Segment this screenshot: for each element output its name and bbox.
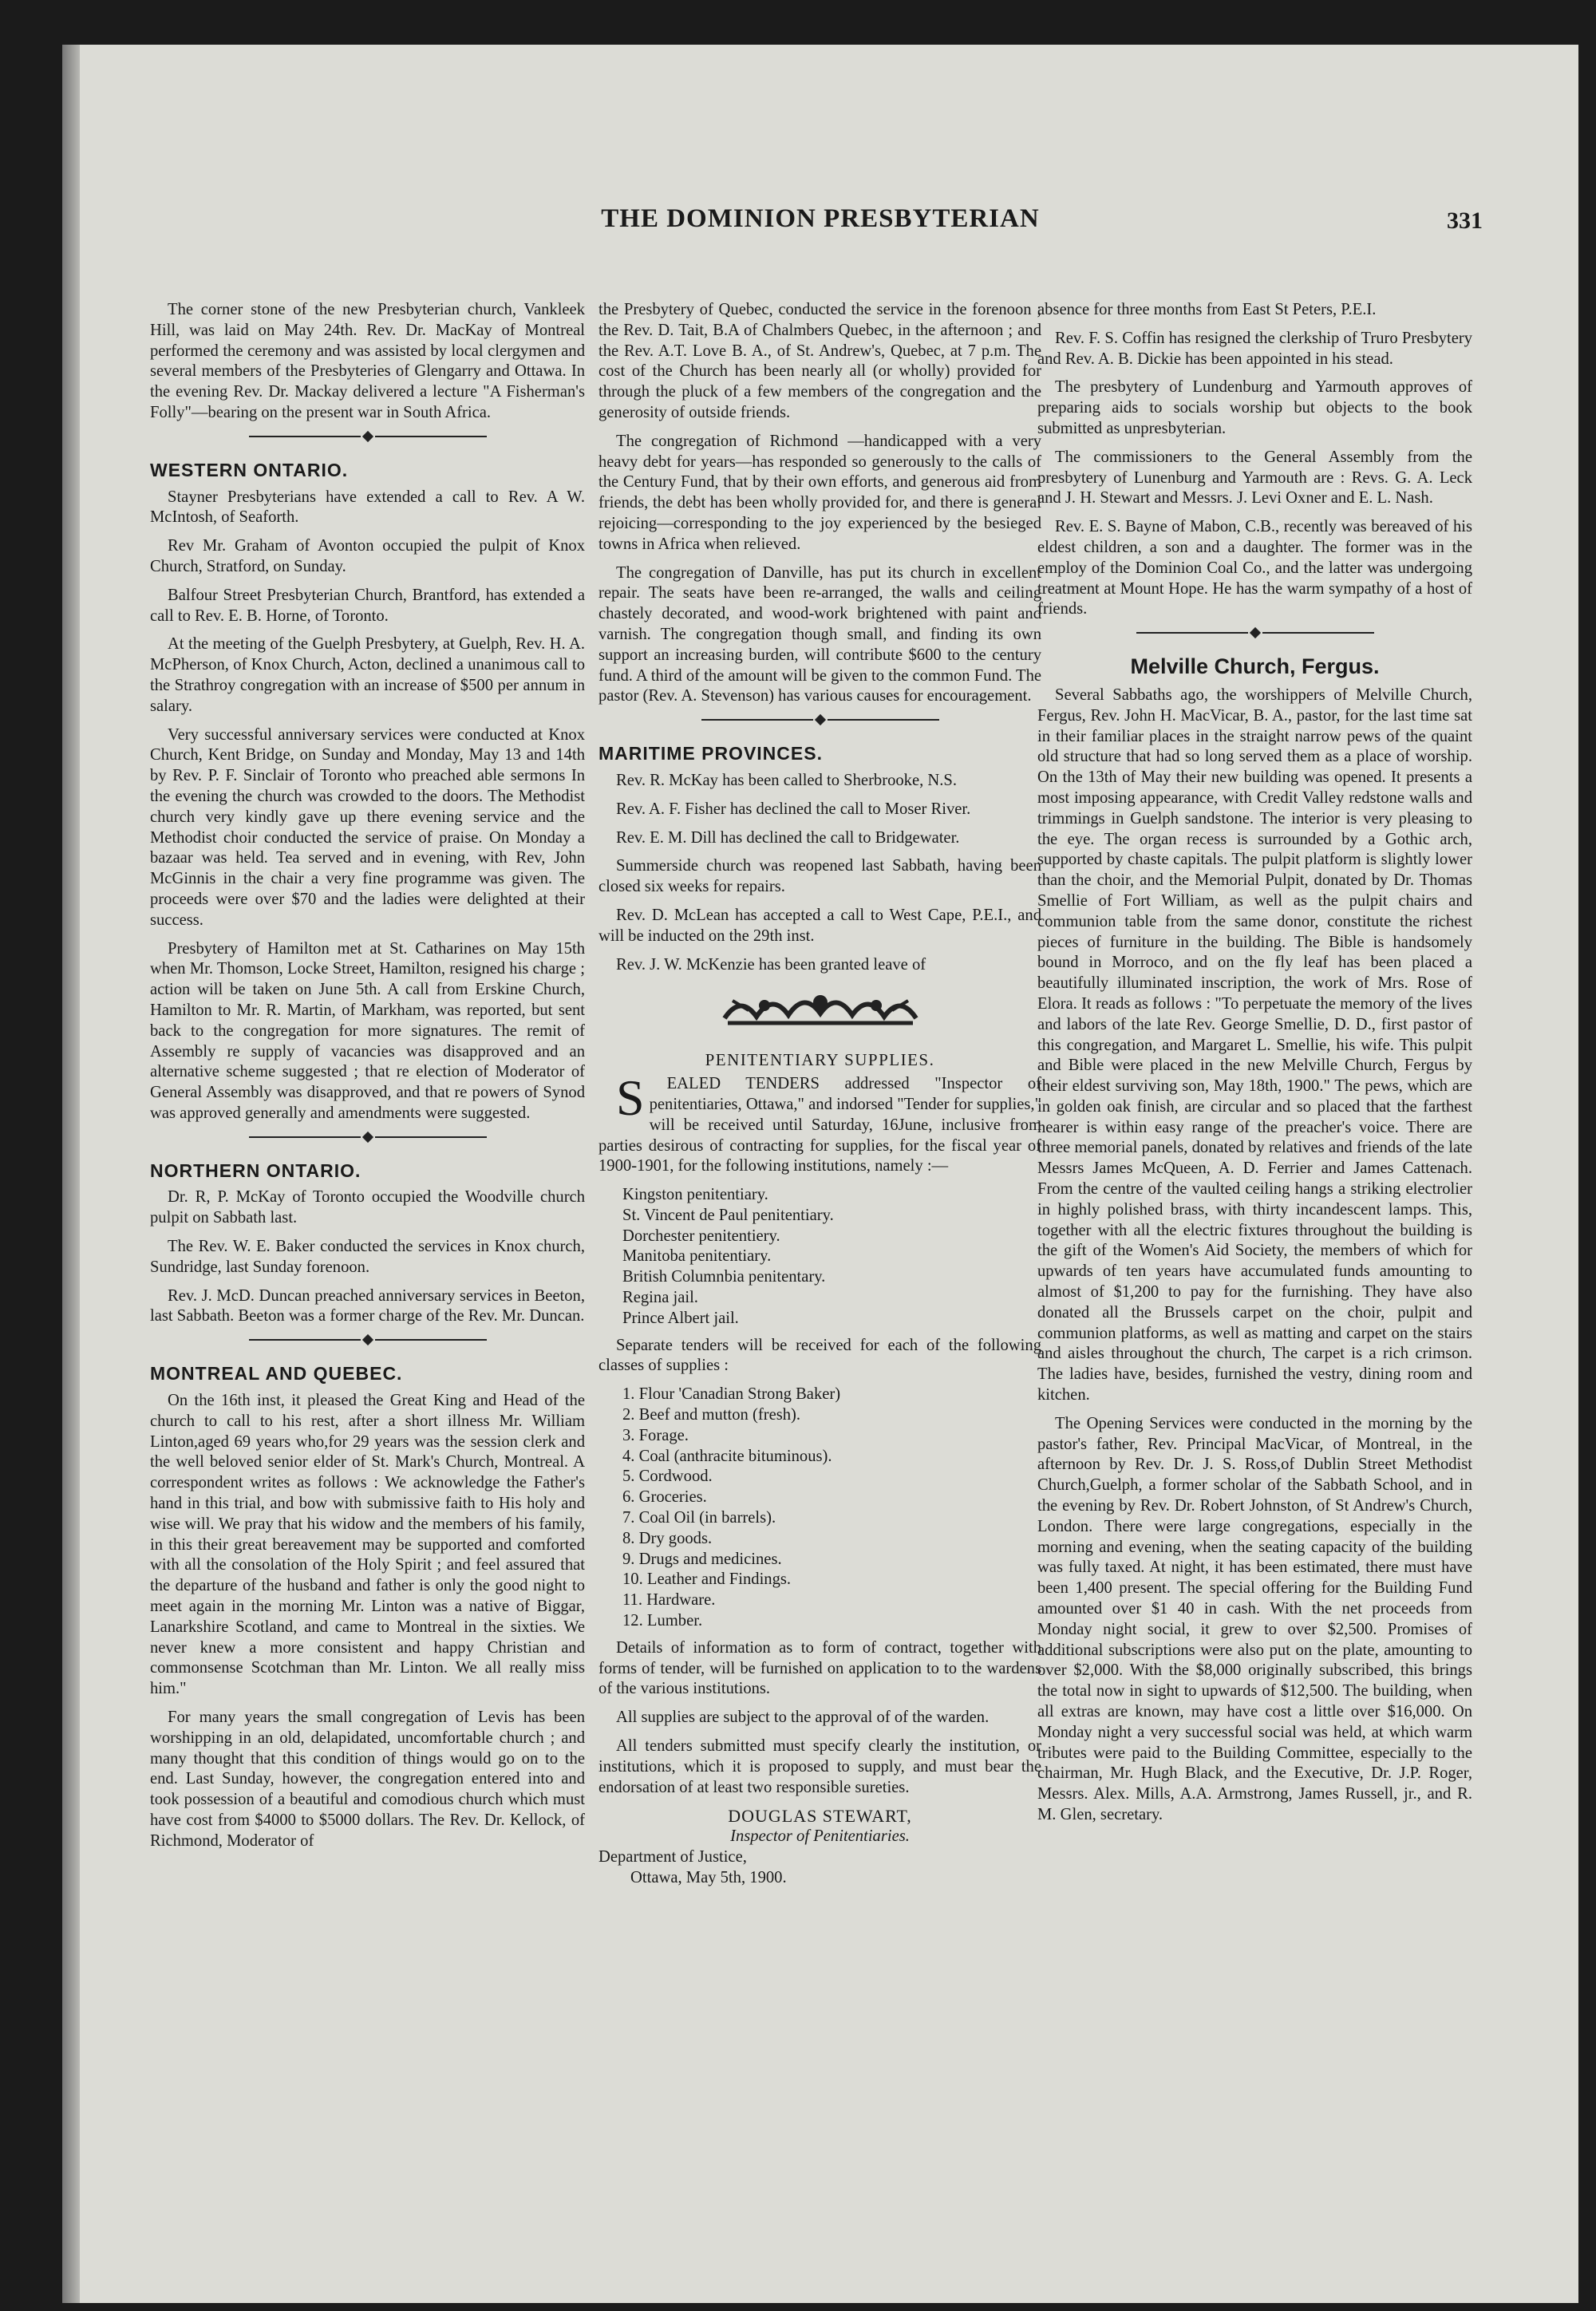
list-item: 7. Coal Oil (in barrels).	[622, 1509, 776, 1527]
drop-cap: S	[616, 1069, 645, 1127]
paragraph: Very successful anniversary services were conducted at Knox Church, Kent Bridge, on Sunday and Monday, May 13 and 14th by Rev. P. F. Sinclair of Toronto who preached able sermons In the evening the church was crowded to the doors. The Methodist church very kindly gave up there evening service and the Methodist choir conducted the service of praise. On Monday a bazaar was held. Tea served and in evening, with Rev, John McGinnis in the chair a very fine programme was given. The proceeds were over $70 and the ladies were delighted at their success.	[150, 725, 585, 929]
penitentiary-supplies-title: PENITENTIARY SUPPLIES.	[705, 1050, 935, 1070]
classes-intro: Separate tenders will be received for each of the following classes of supplies :	[598, 1336, 1041, 1375]
western-ontario-heading: WESTERN ONTARIO.	[150, 459, 349, 480]
list-item: 8. Dry goods.	[622, 1529, 713, 1547]
paragraph: At the meeting of the Guelph Presbytery, at Guelph, Rev. H. A. McPherson, of Knox Church, Acton, declined a unanimous call to the Strathroy congregation with an increase of $500 per annum in salary.	[150, 635, 585, 715]
list-item: 2. Beef and mutton (fresh).	[622, 1406, 801, 1424]
paragraph: Details of information as to form of contract, together with forms of tender, will be furnished on application to to the wardens of the various institutions.	[598, 1638, 1041, 1698]
maritime-provinces-heading: MARITIME PROVINCES.	[598, 743, 823, 764]
paragraph: For many years the small congregation of Levis has been worshipping in an old, delapidated, uncomfortable church ; and many thought that this condition of things would go on to the end. Last Sunday, however, the congregation entered into and took possession of a beautiful and comodious church which must have cost from $4000 to $5000 dollars. The Rev. Dr. Kellock, of Richmond, Moderator of	[150, 1709, 585, 1850]
paragraph: the Presbytery of Quebec, conducted the service in the forenoon ; the Rev. D. Tait, B.A of Chalmbers Quebec, in the afternoon ; and the Rev. A.T. Love B. A., of St. Andrew's, Quebec, at 7 p.m. The cost of the Church has been nearly all (or wholly) provided for through the pluck of a few members of the congregation and the generosity of outside friends.	[598, 301, 1041, 421]
section-divider	[150, 432, 585, 441]
page-header	[62, 204, 1578, 252]
list-item: Manitoba penitentiary.	[622, 1247, 772, 1266]
melville-church-heading: Melville Church, Fergus.	[1130, 654, 1380, 679]
list-item: Dorchester penitentiery.	[622, 1227, 780, 1245]
newspaper-page	[62, 45, 1578, 2303]
tender-intro-text: EALED TENDERS addressed "Inspector of penitentiaries, Ottawa," and indorsed "Tender for supplies," will be received until Saturday, 16June, inclusive from parties desirous of contracting for supplies, for the fiscal year of 1900-1901, for the following institutions, namely :—	[598, 1075, 1041, 1175]
list-item: 1. Flour 'Canadian Strong Baker)	[622, 1385, 841, 1404]
list-item: British Columnbia penitentary.	[622, 1268, 826, 1286]
paragraph: On the 16th inst, it pleased the Great King and Head of the church to call to his rest, after a short illness Mr. William Linton,aged 69 years who,for 29 years was the session clerk and the well beloved senior elder of St. Mark's Church, Montreal. A correspondent writes as follows : We acknowledge the Father's hand in this trial, and bow with submissive faith to His holy and wise will. We pray that his widow and the members of his family, in this their great bereavement may be supported and comforted with all the consolation of the Holy Spirit ; and feel assured that the departure of the husband and father is only the good night to meet again in the morning Mr. Linton was a native of Biggar, Lanarkshire Scotland, and came to Montreal in the sixties. We never knew a more consistent and happy Christian and commonsense Scotchman than Mr. Linton. We all really miss him."	[150, 1392, 585, 1698]
ornamental-border-image	[717, 986, 924, 1034]
signature-name: DOUGLAS STEWART,	[728, 1806, 912, 1827]
paragraph: Rev. D. McLean has accepted a call to West Cape, P.E.I., and will be inducted on the 29th inst.	[598, 906, 1041, 945]
list-item: 10. Leather and Findings.	[622, 1570, 792, 1589]
paragraph: absence for three months from East St Peters, P.E.I.	[1037, 301, 1377, 318]
list-item: Regina jail.	[622, 1289, 698, 1307]
section-divider	[1037, 628, 1472, 638]
paragraph: The congregation of Richmond —handicapped with a very heavy debt for years—has responded so generously to the calls of the Century Fund, that by their own efforts, and generous aid from friends, the debt has been wholly provided for, and there is general rejoicing—corresponding to the joy experienced by the besieged towns in Africa when relieved.	[598, 432, 1041, 553]
paragraph: Rev. A. F. Fisher has declined the call to Moser River.	[616, 800, 971, 818]
supply-classes-list	[622, 1385, 1041, 1632]
paragraph: Several Sabbaths ago, the worshippers of Melville Church, Fergus, Rev. John H. MacVicar, B. A., pastor, for the last time sat in their familiar places in the straight narrow pews of the quaint old structure that had so long served them as a place of worship. On the 13th of May their new building was opened. It presents a most imposing appearance, with Credit Valley redstone walls and trimmings in Guelph sandstone. The interior is very pleasing to the eye. The organ recess is surrounded by a Gothic arch, supported by chaste capitals. The pulpit platform is slightly lower than the choir, and the Memorial Pulpit, donated by Dr. Thomas Smellie of Fort William, as well as the pulpit chairs and communion table from the same donor, constitute the richest pieces of furniture in the building. The Bible is handsomely bound in Morroco, and on the fly leaf has been placed a beautifully illuminated inscription, the work of Mrs. Rose of Elora. It reads as follows : "To perpetuate the memory of the lives and labors of the late Rev. George Smellie, D. D., first pastor of this congregation, and Margaret L. Smellie, his wife. This pulpit and Bible were placed in the new Melville Church, Fergus by their eldest surviving son, May 18th, 1900." The pews, which are in golden oak finish, are circular and so placed that the farthest hearer is within easy range of the preacher's voice. There are three memorial panels, donated by relatives and friends of the late Messrs James McQueen, A. D. Ferrier and James Cattenach. From the centre of the vaulted ceiling hangs a striking electrolier in highly polished brass, with thirty incandescent lamps. This, together with all the electric fixtures throughout the building is the gift of the Women's Aid Society, the members of which for upwards of ten years have accumulated funds amounting to almost of $1,200 to pay for the furnishing. They have also donated all the Brussels carpet on the choir, pulpit and communion platforms, as well as matting and carpet on the stairs and aisles throughout the church, The carpet is a rich crimson. The ladies have, besides, furnished the vestry, dining room and kitchen.	[1037, 685, 1472, 1404]
list-item: St. Vincent de Paul penitentiary.	[622, 1206, 834, 1224]
list-item: 6. Groceries.	[622, 1488, 707, 1507]
paragraph: Rev. F. S. Coffin has resigned the clerkship of Truro Presbytery and Rev. A. B. Dickie has been appointed in his stead.	[1037, 329, 1472, 368]
paragraph: The Opening Services were conducted in the morning by the pastor's father, Rev. Principal MacVicar, of Montreal, in the afternoon by Rev. Dr. J. S. Ross,of Dublin Street Methodist Church,Guelph, a former scholar of the Sabbath School, and in the evening by Rev. Dr. Robert Johnston, of St Andrew's Church, London. There were large congregations, especially in the morning and evening, when the seating capacity of the building was fully taxed. At night, it has been estimated, there must have been 1,400 present. The special offering for the Building Fund amounted over $1 40 in cash. With the net proceeds from Monday night social, it grew to over $2,500. Promises of additional subscriptions were also put on the plate, amounting to over $2,000. With the $8,000 originally subscribed, this brings the total now in sight to upwards of $12,500. The building, when all extras are known, may have cost a little over $16,000. On Monday night a very successful social was held, at which warm tributes were paid to the Building Committee, especially to the chairman, Mr. Hugh Black, and the Executive, Dr. J.P. Roger, Messrs. Alex. Mills, A.A. Armstrong, James Russell, jr., and R. M. Glen, secretary.	[1037, 1414, 1472, 1823]
section-divider	[150, 1132, 585, 1142]
paragraph: Rev. J. McD. Duncan preached anniversary services in Beeton, last Sabbath. Beeton was a former charge of the Rev. Mr. Duncan.	[150, 1286, 585, 1325]
list-item: 5. Cordwood.	[622, 1468, 713, 1486]
paragraph: Rev. R. McKay has been called to Sherbrooke, N.S.	[616, 771, 958, 789]
notice-date: Ottawa, May 5th, 1900.	[630, 1868, 787, 1886]
paragraph: Rev. E. M. Dill has declined the call to Bridgewater.	[616, 828, 960, 847]
cornerstone-paragraph: The corner stone of the new Presbyterian church, Vankleek Hill, was laid on May 24th. Rev. Dr. MacKay of Montreal performed the ceremony and was assisted by local clergymen and several members of the Presbyteries of Glengarry and Ottawa. In the evening Rev. Dr. Mackay delivered a lecture "A Fisherman's Folly"—bearing on the present war in South Africa.	[150, 301, 585, 421]
section-divider	[150, 1335, 585, 1345]
paragraph: Presbytery of Hamilton met at St. Catharines on May 15th when Mr. Thomson, Locke Street, Hamilton, resigned his charge ; action will be taken on June 5th. A call from Erskine Church, Hamilton to Mr. R. Martin, of Markham, was reported, but sent back to the congregation for more signatures. The remit of Assembly re supply of vacancies was disapproved and an alternative scheme suggested ; that re election of Moderator of General Assembly was disapproved, and that re powers of Synod was approved generally and amendments were suggested.	[150, 939, 585, 1122]
paragraph: Rev. E. S. Bayne of Mabon, C.B., recently was bereaved of his eldest children, a son and a daughter. The former was in the employ of the Dominion Coal Co., and the latter was undergoing treatment at Mount Hope. He has the warm sympathy of a host of friends.	[1037, 518, 1472, 618]
masthead: THE DOMINION PRESBYTERIAN	[601, 204, 1040, 233]
list-item: 12. Lumber.	[622, 1612, 703, 1630]
montreal-quebec-heading: MONTREAL AND QUEBEC.	[150, 1363, 403, 1385]
page-number: 331	[1447, 207, 1483, 234]
institutions-list	[622, 1185, 1041, 1329]
paragraph: Summerside church was reopened last Sabbath, having been closed six weeks for repairs.	[598, 857, 1041, 896]
paragraph: Stayner Presbyterians have extended a call to Rev. A W. McIntosh, of Seaforth.	[150, 488, 585, 527]
list-item: 11. Hardware.	[622, 1591, 716, 1610]
signature-title: Inspector of Penitentiaries.	[730, 1827, 910, 1846]
paragraph: All supplies are subject to the approval of of the warden.	[616, 1709, 990, 1727]
list-item: Prince Albert jail.	[622, 1309, 739, 1327]
column-3	[1037, 300, 1472, 1834]
column-2	[598, 300, 1041, 1889]
tender-notice-intro	[598, 1069, 1041, 1177]
paragraph: The congregation of Danville, has put its church in excellent repair. The seats have been re-arranged, the walls and ceiling chastely decorated, and wood-work brightened with paint and varnish. The congregation though small, and finding its own support an increasing burden, will contribute $600 to the century fund. A third of the amount will be given to the common Fund. The pastor (Rev. A. Stevenson) has various causes for encouragement.	[598, 563, 1042, 705]
section-divider	[598, 715, 1041, 725]
paragraph: Dr. R, P. McKay of Toronto occupied the Woodville church pulpit on Sabbath last.	[150, 1188, 585, 1227]
paragraph: Rev Mr. Graham of Avonton occupied the pulpit of Knox Church, Stratford, on Sunday.	[150, 537, 585, 575]
paragraph: Rev. J. W. McKenzie has been granted leave of	[616, 955, 926, 974]
paragraph: The commissioners to the General Assembly from the presbytery of Lunenburg and Yarmouth are : Revs. G. A. Leck and J. H. Stewart and Messrs. J. Levi Oxner and E. L. Nash.	[1037, 448, 1472, 508]
list-item: 4. Coal (anthracite bituminous).	[622, 1447, 832, 1465]
binding-shadow	[62, 45, 80, 2303]
list-item: 3. Forage.	[622, 1426, 689, 1444]
paragraph: The presbytery of Lundenburg and Yarmouth approves of preparing aids to socials worship but objects to the book submitted as unpresbyterian.	[1037, 378, 1472, 437]
list-item: Kingston penitentiary.	[622, 1186, 768, 1204]
paragraph: All tenders submitted must specify clearly the institution, or institutions, which it is proposed to supply, and must bear the endorsation of at least two responsible sureties.	[598, 1737, 1041, 1796]
department-line: Department of Justice,	[598, 1848, 747, 1866]
northern-ontario-heading: NORTHERN ONTARIO.	[150, 1159, 361, 1181]
paragraph: Balfour Street Presbyterian Church, Brantford, has extended a call to Rev. E. B. Horne, of Toronto.	[150, 586, 585, 625]
list-item: 9. Drugs and medicines.	[622, 1550, 782, 1568]
column-1	[150, 300, 585, 1860]
paragraph: The Rev. W. E. Baker conducted the services in Knox church, Sundridge, last Sunday forenoon.	[150, 1238, 585, 1276]
